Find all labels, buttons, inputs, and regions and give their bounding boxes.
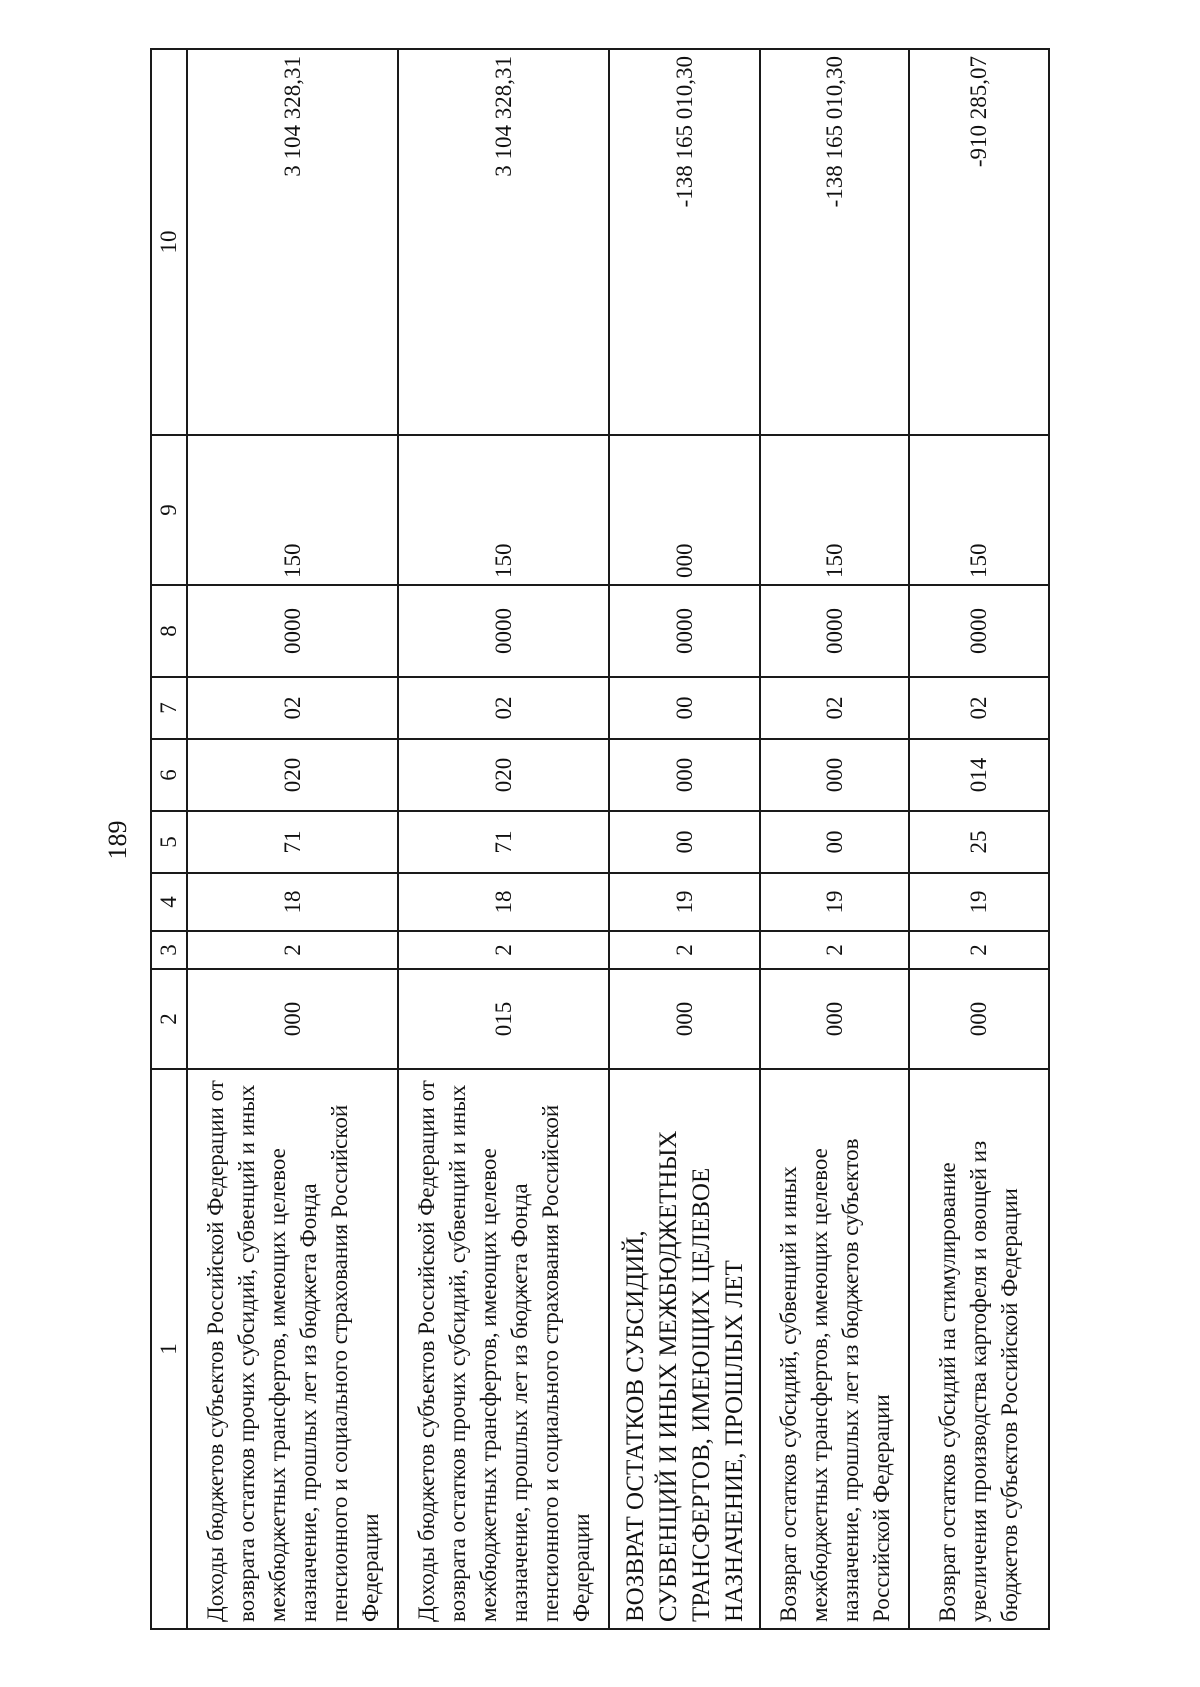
- row-name: ВОЗВРАТ ОСТАТКОВ СУБСИДИЙ, СУБВЕНЦИЙ И ИНЫХ МЕЖБЮДЖЕТНЫХ ТРАНСФЕРТОВ, ИМЕЮЩИХ ЦЕЛЕВОЕ НАЗНАЧЕНИЕ, ПРОШЛЫХ ЛЕТ: [609, 1069, 760, 1629]
- column-header: 10: [151, 49, 187, 435]
- row-name: Возврат остатков субсидий на стимулирование увеличения производства картофеля и овощей из бюджетов субъектов Российской Федерации: [909, 1069, 1049, 1629]
- code-element: 02: [909, 677, 1049, 739]
- code-subarticle: 020: [187, 739, 398, 811]
- row-amount: -138 165 010,30: [609, 49, 760, 435]
- code-group: 2: [609, 931, 760, 969]
- column-header: 5: [151, 811, 187, 873]
- code-program: 0000: [398, 585, 609, 677]
- code-program: 0000: [609, 585, 760, 677]
- table-row: [398, 49, 609, 1629]
- code-economic: 150: [187, 435, 398, 585]
- code-subarticle: 020: [398, 739, 609, 811]
- row-amount: 3 104 328,31: [187, 49, 398, 435]
- code-subgroup: 18: [398, 873, 609, 931]
- code-group: 2: [909, 931, 1049, 969]
- code-admin: 000: [909, 969, 1049, 1069]
- code-element: 02: [398, 677, 609, 739]
- row-name: Доходы бюджетов субъектов Российской Федерации от возврата остатков прочих субсидий, субвенций и иных межбюджетных трансфертов, имеющих целевое назначение, прошлых лет из бюджета Фонда пенсионного и социального страхования Российской Федерации: [187, 1069, 398, 1629]
- code-element: 02: [760, 677, 909, 739]
- code-group: 2: [398, 931, 609, 969]
- row-amount: -910 285,07: [909, 49, 1049, 435]
- column-header: 2: [151, 969, 187, 1069]
- code-admin: 000: [609, 969, 760, 1069]
- code-element: 02: [187, 677, 398, 739]
- code-admin: 000: [187, 969, 398, 1069]
- code-subarticle: 000: [760, 739, 909, 811]
- row-name: Возврат остатков субсидий, субвенций и иных межбюджетных трансфертов, имеющих целевое назначение, прошлых лет из бюджетов субъектов Российской Федерации: [760, 1069, 909, 1629]
- code-economic: 150: [398, 435, 609, 585]
- code-subarticle: 000: [609, 739, 760, 811]
- table-row: [909, 49, 1049, 1629]
- code-article: 25: [909, 811, 1049, 873]
- budget-table-wrapper: [150, 50, 1050, 1630]
- code-subarticle: 014: [909, 739, 1049, 811]
- table-row: [187, 49, 398, 1629]
- code-element: 00: [609, 677, 760, 739]
- code-program: 0000: [187, 585, 398, 677]
- code-program: 0000: [909, 585, 1049, 677]
- code-admin: 015: [398, 969, 609, 1069]
- page-number: 189: [103, 820, 132, 860]
- column-header: 1: [151, 1069, 187, 1629]
- code-economic: 150: [909, 435, 1049, 585]
- code-subgroup: 18: [187, 873, 398, 931]
- code-subgroup: 19: [609, 873, 760, 931]
- row-name: Доходы бюджетов субъектов Российской Федерации от возврата остатков прочих субсидий, субвенций и иных межбюджетных трансфертов, имеющих целевое назначение, прошлых лет из бюджета Фонда пенсионного и социального страхования Российской Федерации: [398, 1069, 609, 1629]
- row-amount: -138 165 010,30: [760, 49, 909, 435]
- column-header: 8: [151, 585, 187, 677]
- code-article: 00: [760, 811, 909, 873]
- code-article: 71: [187, 811, 398, 873]
- column-header: 6: [151, 739, 187, 811]
- code-economic: 150: [760, 435, 909, 585]
- column-header: 7: [151, 677, 187, 739]
- code-economic: 000: [609, 435, 760, 585]
- table-header-row: [151, 49, 187, 1629]
- row-amount: 3 104 328,31: [398, 49, 609, 435]
- code-subgroup: 19: [909, 873, 1049, 931]
- code-program: 0000: [760, 585, 909, 677]
- column-header: 9: [151, 435, 187, 585]
- column-header: 3: [151, 931, 187, 969]
- code-group: 2: [187, 931, 398, 969]
- table-row: [609, 49, 760, 1629]
- code-article: 00: [609, 811, 760, 873]
- code-admin: 000: [760, 969, 909, 1069]
- table-row: [760, 49, 909, 1629]
- code-subgroup: 19: [760, 873, 909, 931]
- code-group: 2: [760, 931, 909, 969]
- code-article: 71: [398, 811, 609, 873]
- budget-table: [150, 48, 1050, 1630]
- column-header: 4: [151, 873, 187, 931]
